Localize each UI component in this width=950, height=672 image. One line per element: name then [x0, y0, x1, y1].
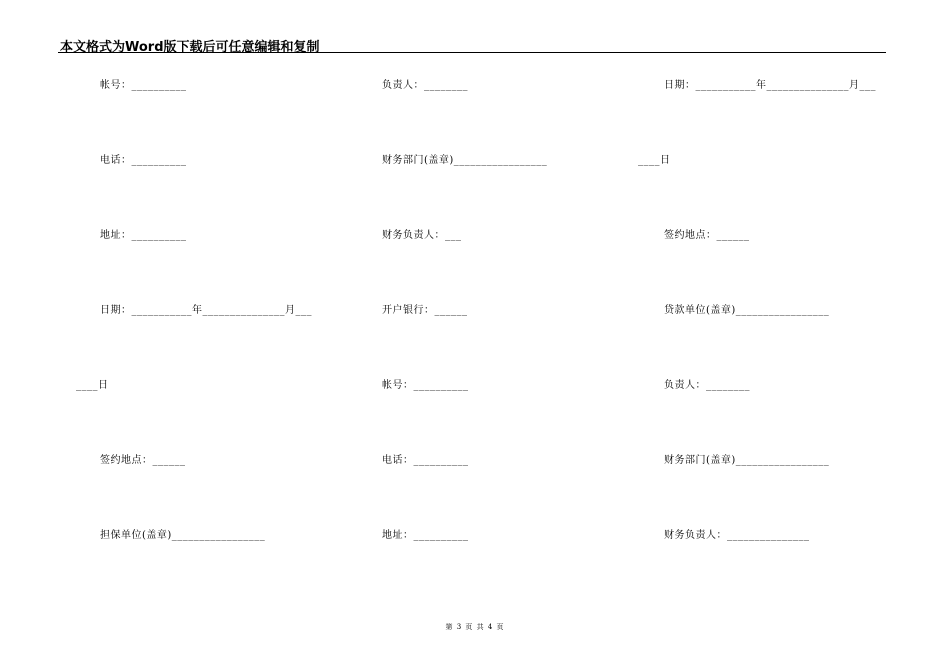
field-finance-dept-2: 财务部门(盖章)_________________: [664, 455, 830, 466]
field-address-1: 地址：__________: [100, 230, 187, 241]
field-signing-place-2: 签约地点：______: [100, 455, 186, 466]
field-account-2: 帐号：__________: [382, 380, 469, 391]
field-phone-2: 电话：__________: [382, 455, 469, 466]
field-date-2: 日期：___________年_______________月___: [100, 305, 312, 316]
field-address-2: 地址：__________: [382, 530, 469, 541]
field-finance-head-1: 财务负责人：___: [382, 230, 462, 241]
field-lender-seal: 贷款单位(盖章)_________________: [664, 305, 830, 316]
header-divider: [58, 52, 886, 53]
field-date-1: 日期：___________年_______________月___: [664, 80, 876, 91]
field-bank: 开户银行：______: [382, 305, 468, 316]
field-day-1: ____日: [638, 155, 671, 166]
field-person-in-charge-1: 负责人：________: [382, 80, 468, 91]
field-signing-place-1: 签约地点：______: [664, 230, 750, 241]
field-day-2: ____日: [76, 380, 109, 391]
field-finance-head-2: 财务负责人：_______________: [664, 530, 810, 541]
field-finance-dept-1: 财务部门(盖章)_________________: [382, 155, 548, 166]
field-account-1: 帐号：__________: [100, 80, 187, 91]
field-guarantor-seal: 担保单位(盖章)_________________: [100, 530, 266, 541]
field-phone-1: 电话：__________: [100, 155, 187, 166]
document-header-title: 本文格式为Word版下载后可任意编辑和复制: [60, 40, 320, 55]
field-person-in-charge-2: 负责人：________: [664, 380, 750, 391]
page-number-footer: 第 3 页 共 4 页: [445, 623, 505, 631]
